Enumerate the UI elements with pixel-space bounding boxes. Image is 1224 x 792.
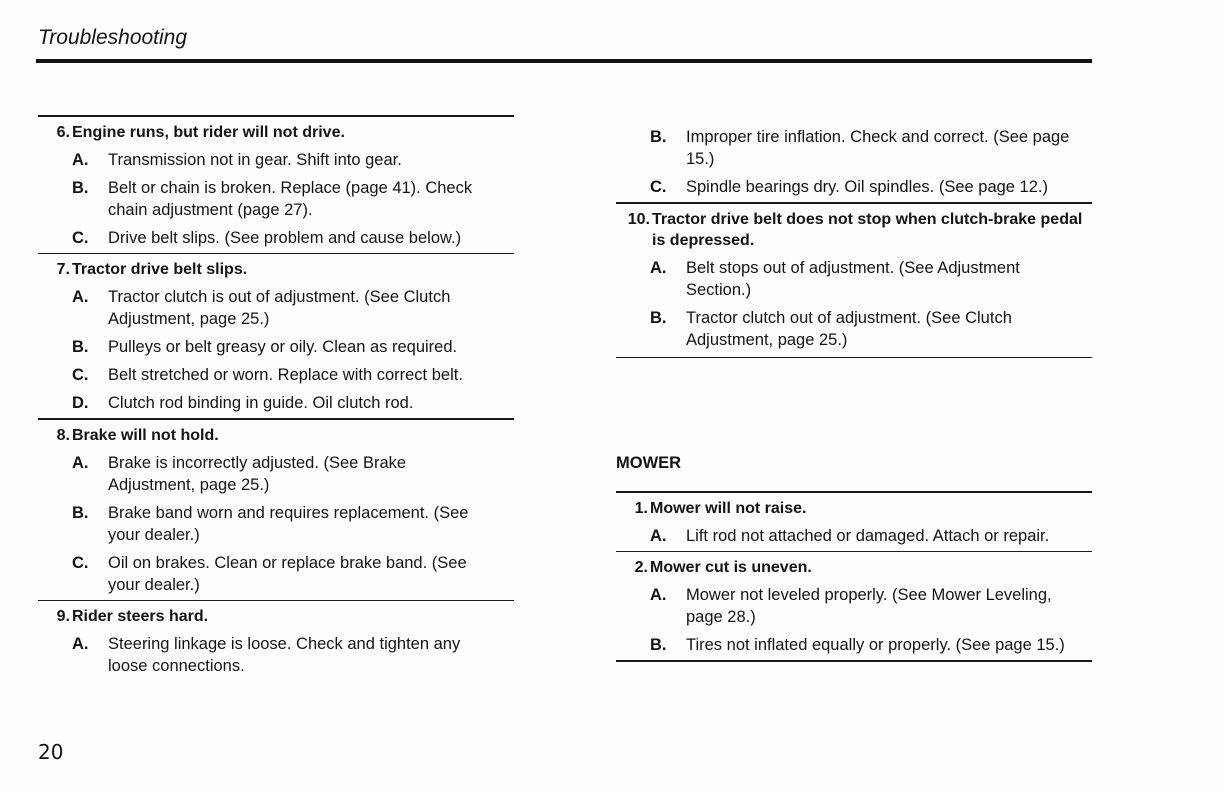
cause-letter: C. [72, 553, 89, 572]
cause-letter: B. [650, 636, 667, 654]
cause-text: Steering linkage is loose. Check and tighten any loose connections. [108, 635, 461, 675]
cause-item [616, 307, 1092, 351]
problem-8 [38, 425, 514, 600]
cause-item [38, 364, 514, 386]
page-number: 20 [38, 740, 64, 764]
cause-text: Tires not inflated equally or properly. (See page 15.) [686, 636, 1065, 654]
cause-letter: B. [650, 308, 667, 327]
section-divider [38, 418, 514, 420]
problem-title [38, 122, 514, 143]
cause-item [38, 552, 514, 596]
cause-text: Belt stretched or worn. Replace with correct belt. [108, 366, 463, 384]
section-divider [616, 491, 1092, 493]
cause-text: Drive belt slips. (See problem and cause below.) [108, 228, 462, 247]
problem-heading: Tractor drive belt does not stop when clutch-brake pedal is depressed. [652, 210, 1083, 249]
problem-heading: Mower will not raise. [650, 499, 807, 517]
section-divider [616, 660, 1092, 662]
problem-title [38, 606, 514, 627]
cause-letter: B. [72, 503, 89, 522]
cause-letter: A. [650, 526, 667, 545]
cause-text: Improper tire inflation. Check and correct. (See page 15.) [686, 128, 1070, 168]
cause-letter: C. [72, 228, 89, 247]
cause-letter: B. [72, 178, 89, 197]
section-divider [616, 202, 1092, 204]
problem-title [616, 557, 1092, 578]
cause-item [38, 336, 514, 358]
problem-number: 7. [56, 261, 70, 278]
cause-item [616, 584, 1092, 628]
cause-text: Brake is incorrectly adjusted. (See Brake Adjustment, page 25.) [108, 453, 407, 494]
cause-item [38, 502, 514, 546]
problem-title [38, 259, 514, 280]
cause-text: Belt or chain is broken. Replace (page 41). Check chain adjustment (page 27). [108, 178, 473, 219]
problem-heading: Mower cut is uneven. [650, 559, 812, 576]
cause-text: Tractor clutch out of adjustment. (See Clutch Adjustment, page 25.) [686, 308, 1012, 349]
cause-text: Belt stops out of adjustment. (See Adjustment Section.) [686, 258, 1020, 299]
cause-letter: B. [72, 338, 89, 356]
problem-heading: Tractor drive belt slips. [72, 261, 248, 278]
problem-6 [38, 122, 514, 253]
cause-letter: C. [72, 366, 89, 384]
problem-7 [38, 259, 514, 418]
cause-item [38, 149, 514, 171]
cause-text: Transmission not in gear. Shift into gear. [108, 150, 402, 169]
cause-item [616, 525, 1092, 547]
cause-item [38, 227, 514, 249]
problem-number: 9. [56, 608, 70, 625]
problem-heading: Brake will not hold. [72, 426, 219, 444]
cause-item [38, 177, 514, 221]
section-divider [38, 253, 514, 255]
cause-letter: A. [72, 288, 89, 306]
cause-item [616, 257, 1092, 301]
cause-text: Lift rod not attached or damaged. Attach or repair. [686, 526, 1050, 545]
cause-item [616, 126, 1092, 170]
problem-heading: Engine runs, but rider will not drive. [72, 123, 345, 141]
right-column [616, 120, 1092, 662]
problem-title [38, 425, 514, 446]
problem-9 [38, 606, 514, 681]
problem-number: 2. [634, 559, 648, 576]
left-column [38, 115, 514, 681]
section-heading: MOWER [616, 454, 682, 472]
problem-number: 6. [56, 123, 70, 141]
cause-item [616, 176, 1092, 198]
header-divider [36, 59, 1092, 63]
cause-letter: C. [650, 178, 667, 196]
page-title: Troubleshooting [38, 26, 188, 49]
cause-letter: A. [650, 258, 667, 277]
cause-text: Tractor clutch is out of adjustment. (See Clutch Adjustment, page 25.) [108, 288, 451, 328]
cause-letter: A. [650, 586, 667, 604]
cause-text: Clutch rod binding in guide. Oil clutch rod. [108, 394, 414, 412]
problem-number: 8. [56, 426, 70, 444]
cause-letter: A. [72, 453, 89, 472]
problem-10 [616, 209, 1092, 357]
cause-letter: A. [72, 150, 89, 169]
cause-item [38, 286, 514, 330]
cause-text: Spindle bearings dry. Oil spindles. (See page 12.) [686, 178, 1048, 196]
problem-number: 1. [634, 499, 648, 517]
cause-item [616, 634, 1092, 656]
problem-number: 10. [627, 210, 650, 228]
mower-problem-2 [616, 557, 1092, 660]
continued-causes [616, 126, 1092, 202]
cause-item [38, 633, 514, 677]
section-divider [38, 600, 514, 602]
cause-item [38, 452, 514, 496]
section-divider [38, 115, 514, 117]
cause-letter: D. [72, 394, 89, 412]
problem-heading: Rider steers hard. [72, 608, 209, 625]
section-divider [616, 551, 1092, 553]
cause-letter: A. [72, 635, 89, 653]
cause-text: Pulleys or belt greasy or oily. Clean as required. [108, 338, 458, 356]
mower-problem-1 [616, 498, 1092, 551]
cause-letter: B. [650, 128, 667, 146]
problem-title [616, 498, 1092, 519]
cause-text: Oil on brakes. Clean or replace brake band. (See your dealer.) [108, 553, 467, 594]
cause-text: Brake band worn and requires replacement. (See your dealer.) [108, 503, 469, 544]
cause-text: Mower not leveled properly. (See Mower Leveling, page 28.) [686, 586, 1052, 626]
problem-title [616, 209, 1092, 251]
cause-item [38, 392, 514, 414]
